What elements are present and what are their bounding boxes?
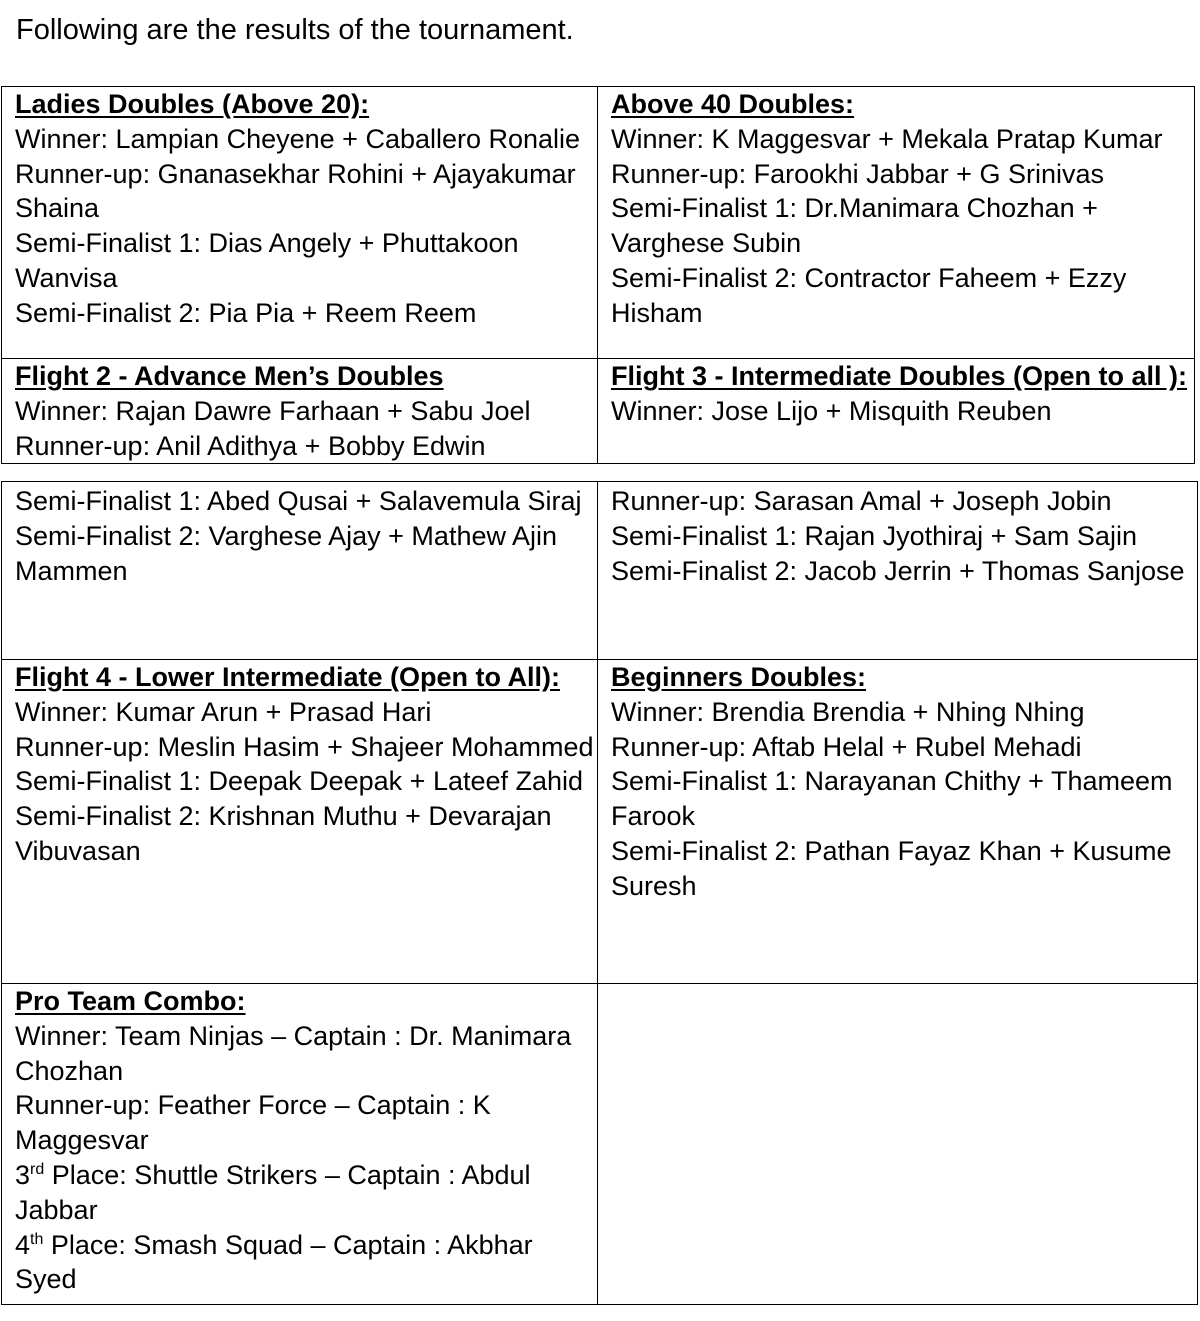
result-line: Winner: K Maggesvar + Mekala Pratap Kumar — [611, 123, 1163, 154]
result-line: Runner-up: Aftab Helal + Rubel Mehadi — [611, 731, 1082, 762]
flight-4-cell — [2, 660, 598, 984]
result-line: Runner-up: Meslin Hasim + Shajeer Mohammed — [15, 731, 594, 762]
table-row — [2, 87, 1195, 359]
result-line: Semi-Finalist 2: Pathan Fayaz Khan + Kusume Suresh — [611, 835, 1172, 901]
result-line: Runner-up: Anil Adithya + Bobby Edwin — [15, 430, 486, 461]
result-line: Semi-Finalist 1: Narayanan Chithy + Thameem Farook — [611, 766, 1173, 832]
flight-3-continued-cell — [598, 482, 1198, 660]
result-line: Winner: Brendia Brendia + Nhing Nhing — [611, 696, 1085, 727]
result-line: Winner: Lampian Cheyene + Caballero Ronalie — [15, 123, 581, 154]
result-line: Winner: Kumar Arun + Prasad Hari — [15, 696, 432, 727]
place-number: 3 — [15, 1159, 31, 1190]
flight-2-continued-cell — [2, 482, 598, 660]
intro-text: Following are the results of the tournament. — [16, 14, 574, 46]
result-line: Semi-Finalist 2: Krishnan Muthu + Devarajan Vibuvasan — [15, 801, 552, 866]
section-heading: Pro Team Combo: — [15, 986, 246, 1016]
flight-2-cell — [2, 359, 598, 464]
result-line: Semi-Finalist 2: Pia Pia + Reem Reem — [15, 297, 477, 328]
pro-team-combo-cell — [2, 984, 598, 1305]
place-ordinal-suffix: rd — [30, 1160, 45, 1178]
section-heading: Above 40 Doubles: — [611, 89, 855, 119]
results-table-top — [1, 86, 1195, 464]
result-line: Semi-Finalist 1: Dr.Manimara Chozhan + Varghese Subin — [611, 193, 1098, 259]
result-line — [15, 1158, 597, 1228]
place-number: 4 — [15, 1229, 31, 1260]
place-ordinal-suffix: th — [30, 1230, 44, 1248]
section-heading: Beginners Doubles: — [611, 662, 867, 692]
section-heading: Ladies Doubles (Above 20): — [15, 89, 370, 119]
result-line: Semi-Finalist 1: Deepak Deepak + Lateef Zahid — [15, 766, 584, 797]
empty-cell — [598, 984, 1198, 1305]
result-line: Semi-Finalist 2: Jacob Jerrin + Thomas Sanjose — [611, 555, 1185, 586]
result-line: Semi-Finalist 2: Contractor Faheem + Ezzy Hisham — [611, 262, 1127, 328]
table-row — [2, 359, 1195, 464]
result-line: Runner-up: Feather Force – Captain : K Maggesvar — [15, 1090, 491, 1156]
place-text: Place: Smash Squad – Captain : Akbhar Syed — [15, 1229, 533, 1295]
table-row — [2, 660, 1198, 984]
table-row — [2, 482, 1198, 660]
result-line: Semi-Finalist 1: Rajan Jyothiraj + Sam Sajin — [611, 520, 1137, 551]
section-heading: Flight 3 - Intermediate Doubles (Open to all ): — [611, 361, 1188, 391]
place-text: Place: Shuttle Strikers – Captain : Abdul Jabbar — [15, 1159, 531, 1225]
beginners-doubles-cell — [598, 660, 1198, 984]
result-line: Winner: Jose Lijo + Misquith Reuben — [611, 395, 1052, 426]
above-40-doubles-cell — [598, 87, 1195, 359]
ladies-doubles-cell — [2, 87, 598, 359]
result-line: Runner-up: Sarasan Amal + Joseph Jobin — [611, 486, 1112, 516]
flight-3-cell — [598, 359, 1195, 464]
result-line: Runner-up: Gnanasekhar Rohini + Ajayakumar Shaina — [15, 158, 576, 224]
table-row — [2, 984, 1198, 1305]
section-heading: Flight 2 - Advance Men’s Doubles — [15, 361, 444, 391]
results-table-bottom — [1, 481, 1198, 1305]
result-line: Semi-Finalist 2: Varghese Ajay + Mathew Ajin Mammen — [15, 520, 558, 586]
result-line — [15, 1228, 597, 1298]
result-line: Winner: Rajan Dawre Farhaan + Sabu Joel — [15, 395, 531, 426]
result-line: Winner: Team Ninjas – Captain : Dr. Manimara Chozhan — [15, 1020, 572, 1086]
section-heading: Flight 4 - Lower Intermediate (Open to All): — [15, 662, 561, 692]
result-line: Semi-Finalist 1: Dias Angely + Phuttakoon Wanvisa — [15, 228, 519, 293]
result-line: Runner-up: Farookhi Jabbar + G Srinivas — [611, 158, 1104, 189]
result-line: Semi-Finalist 1: Abed Qusai + Salavemula Siraj — [15, 486, 582, 516]
